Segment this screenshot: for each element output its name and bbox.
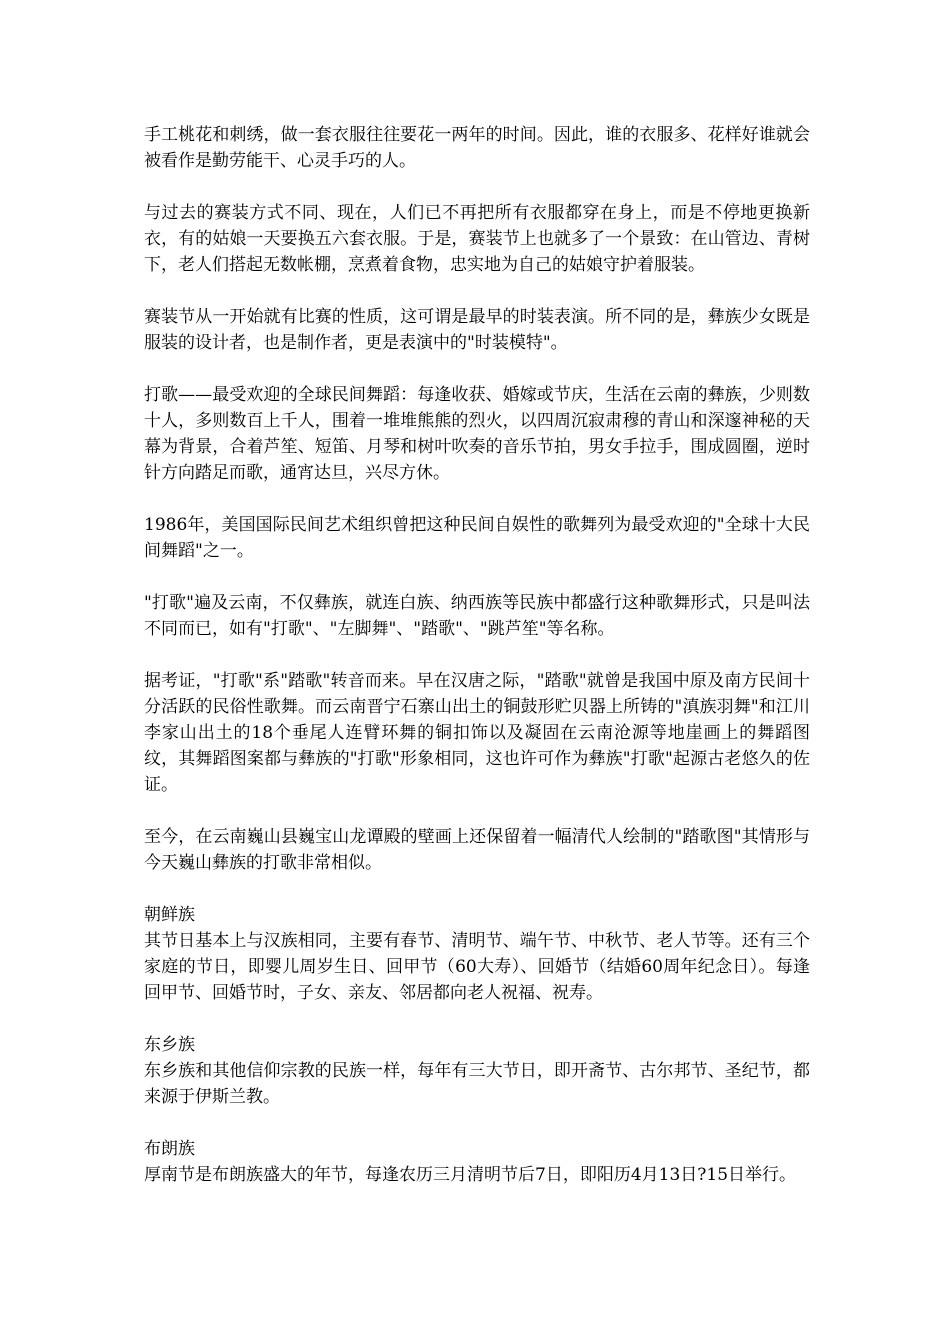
paragraph-dage-origin: 据考证，"打歌"系"踏歌"转音而来。早在汉唐之际，"踏歌"就曾是我国中原及南方民间十分活跃的民俗性歌舞。而云南晋宁石寨山出土的铜鼓形贮贝器上所铸的"滇族羽舞"和江川李家山出土的18个垂尾人连臂环舞的铜扣饰以及凝固在云南沧源等地崖画上的舞蹈图纹，其舞蹈图案都与彝族的"打歌"形象相同，这也许可作为彝族"打歌"起源古老悠久的佐证。: [144, 671, 810, 795]
section-dongxiang: [144, 1032, 810, 1110]
paragraph-embroidery: 手工桃花和刺绣，做一套衣服往往要花一两年的时间。因此，谁的衣服多、花样好谁就会被看作是勤劳能干、心灵手巧的人。: [144, 125, 810, 171]
paragraph-costume-change: 与过去的赛装方式不同、现在，人们已不再把所有衣服都穿在身上，而是不停地更换新衣，有的姑娘一天要换五六套衣服。于是，赛装节上也就多了一个景致：在山管边、青树下，老人们搭起无数帐棚，烹煮着食物，忠实地为自己的姑娘守护着服装。: [144, 203, 810, 275]
section-heading: 朝鲜族: [144, 905, 195, 925]
paragraph-mural: 至今，在云南巍山县巍宝山龙谭殿的壁画上还保留着一幅清代人绘制的"踏歌图"其情形与今天巍山彝族的打歌非常相似。: [144, 827, 810, 873]
section-body: 东乡族和其他信仰宗教的民族一样，每年有三大节日，即开斋节、古尔邦节、圣纪节，都来源于伊斯兰教。: [144, 1061, 810, 1107]
section-korean: [144, 902, 810, 1006]
section-heading: 布朗族: [144, 1139, 195, 1159]
section-bulang: [144, 1136, 810, 1188]
section-body: 其节日基本上与汉族相同，主要有春节、清明节、端午节、中秋节、老人节等。还有三个家庭的节日，即婴儿周岁生日、回甲节（60大寿）、回婚节（结婚60周年纪念日）。每逢回甲节、回婚节时，子女、亲友、邻居都向老人祝福、祝寿。: [144, 931, 810, 1003]
paragraph-dage-spread: "打歌"遍及云南，不仅彝族，就连白族、纳西族等民族中都盛行这种歌舞形式，只是叫法不同而已，如有"打歌"、"左脚舞"、"踏歌"、"跳芦笙"等名称。: [144, 593, 810, 639]
paragraph-1986-award: 1986年，美国国际民间艺术组织曾把这种民间自娱性的歌舞列为最受欢迎的"全球十大民间舞蹈"之一。: [144, 515, 810, 561]
section-body: 厚南节是布朗族盛大的年节，每逢农历三月清明节后7日，即阳历4月13日?15日举行。: [144, 1165, 797, 1185]
document-page: [144, 122, 810, 1214]
paragraph-fashion-show: 赛装节从一开始就有比赛的性质，这可谓是最早的时装表演。所不同的是，彝族少女既是服装的设计者，也是制作者，更是表演中的"时装模特"。: [144, 307, 810, 353]
paragraph-dage-dance: 打歌——最受欢迎的全球民间舞蹈：每逢收获、婚嫁或节庆，生活在云南的彝族，少则数十人，多则数百上千人，围着一堆堆熊熊的烈火，以四周沉寂肃穆的青山和深邃神秘的天幕为背景，合着芦笙、短笛、月琴和树叶吹奏的音乐节拍，男女手拉手，围成圆圈，逆时针方向踏足而歌，通宵达旦，兴尽方休。: [144, 385, 810, 483]
section-heading: 东乡族: [144, 1035, 195, 1055]
